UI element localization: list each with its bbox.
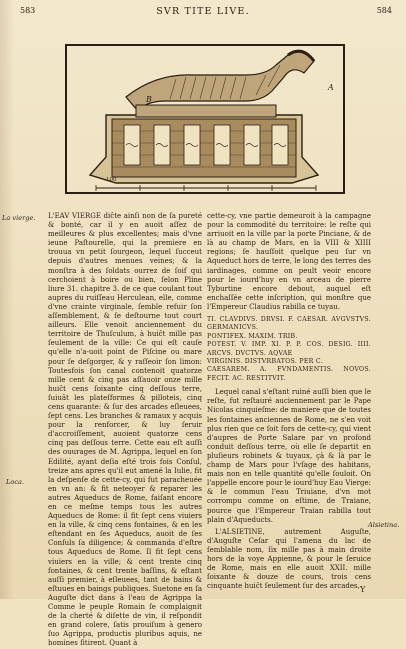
inscription-line: VIRGINIS. DISTVRBATOS. PER C. [207, 358, 323, 366]
right-paragraph-3: L'ALSIETINE, autrement Auguſte, d'Auguſte Ceſar qui l'amena du lac de ſemblable nom, ſix mille pas à main droite hors de la voye Appienne, & pour le ſeruice de Rome, mais en elle auoit XXII. mille ſoixante & douze de cours, trois cens cinquante huiĉt ſeulement ſur des arcades, [207, 527, 371, 591]
page-header [0, 6, 406, 22]
inscription-line: TI. CLAVDIVS. DRVSI. F. CAESAR. AVGVSTVS. GERMANICVS. [207, 316, 371, 332]
right-text-column [207, 212, 371, 591]
left-text-column [48, 212, 202, 648]
running-title: SVR TITE LIVE. [156, 6, 250, 17]
figure-label-b: B [146, 95, 152, 104]
figure-label-a: A [328, 83, 334, 92]
page-number-left: 583 [20, 6, 36, 15]
right-paragraph-2: Lequel canal s'eſtant ruiné auſſi bien que le reſte, fut reſtauré auciennement par le Pape Nicolas cinquieſme: de maniere que de toutes les fontaines anciennes de Rome, ne s'en voit plus rien que ce ſoit fors de cette-cy, qui vient d'aupres de Porte Salare par vn profond conduit deſſous terre, où elle ſe departit en pluſieurs robinets & tuyaux, çà & là par le champ de Mars pour l'vſage des habitans, mais non en telle quantité qu'elle ſouloit. On l'appelle encore pour le iourd'huy Eau Vierge: & le commun l'eau Triuiane, d'vn mot corrompu comme on eſtime, de Traiane, pource que l'Empereur Traian rabilla tout plain d'Aqueducts. [207, 388, 371, 524]
margin-note-vierge: La vierge. [2, 214, 36, 222]
right-paragraph-1: cette-cy, vne partie demeuroit à la campagne pour la commodité du territoire: le reſte qui arriuoit en la ville par la porte Pinciane, & de là au champ de Mars, en la VIII & XIIII regions; ſe hauſſoit quelque peu ſur vn Aqueduct hors de terre, le long des terres des iardinages, comme on peult veoir encore pour le iourd'huy en vn arceau de pierre Tyburtine encore debout, auquel eſt enchaſſée cette inſcription, qui monſtre que l'Empereur Claudius rabilla ce tuyau. [207, 212, 371, 311]
aqueduct-woodcut-illustration [66, 45, 344, 193]
aqueduct-engraving [66, 45, 344, 193]
page-number-right: 584 [376, 6, 392, 15]
catchword: Y [360, 585, 366, 594]
inscription-line: POTEST. V. IMP. XI. P. P. COS. DESIG. IIII. ARCVS. DVCTVS. AQVAE [207, 341, 371, 357]
latin-inscription [207, 316, 371, 383]
margin-note-loca: Loca. [6, 478, 25, 486]
left-paragraph: L'EAV VIERGE diĉte ainſi non de ſa pureté & bonté, car il y en auoit aſſez de meilleures & plus excellentes; mais d'vne ieune Paſtourelle, qui la premiere en trouua vn petit ſourgeon, lequel ſucceut depuis d'autres menues veines; & la monſtra à des ſoldats ourrez de ſoif qui cerchoient à boire ou bien, ſelon Pline liure 31. chapitre 3. de ce que coulant tout aupres du ruiſſeau Herculean, elle, comme d'vne crainte virginale, ſemble refuir ſon aſſemblement, & ſe deſtourne tout court ailleurs. Elle venoit anciennement du territoire de Thuſculum, à huiĉt mille pas ſeulement de la ville: Ce qui eſt cauſe qu'elle n'a-uoit point de Piſcine ou mare pour ſe deſgorger, & y raſſeoir ſon limon: Toutesfois ſon canal contenoit quatorze mille cent & cinq pas aſſauoir onze mille huiĉt cens ſoixante cinq deſſous terre, ſuiuât les plateſformes & pilloteis, cinq cens quarante: & ſur des arcades eſleuees, ſept cens. Les branches & ramaux y acquis pour la renforcer, & luy ſeruir d'accroiſſement, auoient quatorze cens cinq pas deſſous terre. Cette eau eſt auſſi des ouurages de M. Agrippa, lequel en ſon Edilité, ayant deſia eſté trois fois Conſul, treize ans apres qu'il eut amené la Iulie, fit la deſpenſe de cette-cy, qui fut paracheuée en vn an: & fit neteoyer & reparer les autres Aqueducs de Rome, faiſant encore en ce meſme temps tous les autres Aqueducs de Rome: il fit ſept cens viuiers en la ville, & cinq cens fontaines, & en les eſtendant en ſes Aqueducs, auoit de ſes Conſuls ſa diligence; & commanda d'eſtre tous Aqueducs de Rome. Il fit ſept cens viuiers en la ville; & cent trente cinq fontaines, & cent trente baſſins, & eſtant auſſi premier, à eſleuees, tant de bains & eſtuues en baings publiques. Suetone en ſa Auguſte dict dans à l'eau de Agrippa la Comme le peuple Romain ſe complaignit de la cherté & diſette de vin, il reſpondit en grand colere, ſatis prouiſum à genero ſuo Agrippa, productis pluribus aquis, ne homines ſitirent. Quant à [48, 212, 202, 648]
figure-scale-label: 100 [106, 177, 117, 183]
inscription-line: CAESAREM. A. FVNDAMENTIS. NOVOS. FECIT. AC. RESTITVIT. [207, 366, 371, 382]
inscription-line: PONTIFEX. MAXIM. TRIB. [207, 332, 298, 340]
margin-note-alsietina: Alsietina. [368, 521, 400, 529]
